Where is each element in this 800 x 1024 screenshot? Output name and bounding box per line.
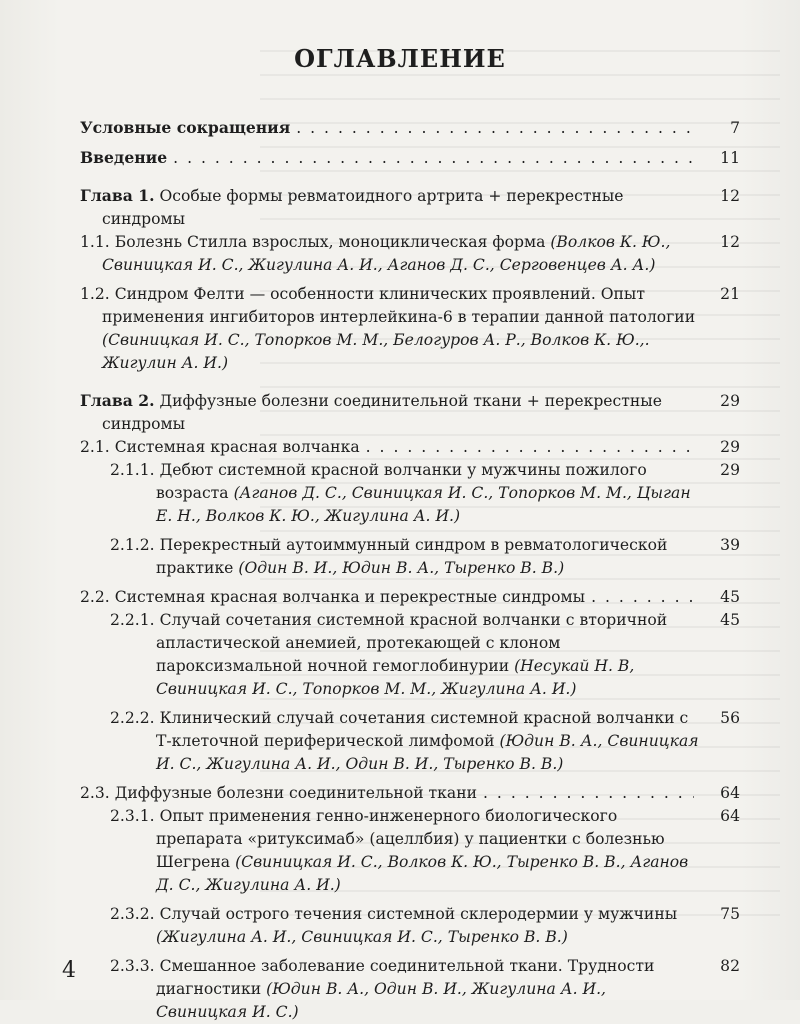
toc-entry: [80, 534, 740, 580]
toc-entry: [80, 283, 740, 375]
toc-entry: [80, 586, 740, 609]
toc-entry-title: Диффузные болезни соединительной ткани: [114, 784, 478, 802]
toc-page-number: 11: [720, 149, 740, 167]
toc-entry-title: Случай острого течения системной склеродермии у мужчины: [159, 905, 678, 923]
toc-entry: [80, 782, 740, 805]
toc-entry-title: Синдром Фелти — особенности клинических проявлений. Опыт применения ингибиторов интерлейкина-6 в терапии данной патологии: [102, 285, 696, 326]
toc-entry: [80, 459, 740, 528]
toc-entry: [80, 436, 740, 459]
toc-entry: [80, 146, 740, 170]
toc-entry-title: Системная красная волчанка: [114, 438, 360, 456]
toc-entry-number: 2.3.2.: [110, 905, 155, 923]
toc-entry-title: Диффузные болезни соединительной ткани + перекрестные синдромы: [102, 392, 662, 433]
toc-entry: [80, 903, 740, 949]
toc-page-number: 82: [720, 957, 740, 975]
toc-entry-authors: (Свиницкая И. С., Волков К. Ю., Тыренко В. В., Аганов Д. С., Жигулина А. И.): [156, 853, 689, 894]
chapter-label: Глава 1.: [80, 186, 155, 205]
toc-entry: [80, 116, 740, 140]
toc-page-number: 21: [720, 285, 740, 303]
toc-entry-number: 2.2.1.: [110, 611, 155, 629]
toc-entry: [80, 609, 740, 701]
toc-entry-authors: (Свиницкая И. С., Топорков М. М., Белогуров А. Р., Волков К. Ю.,. Жигулин А. И.): [102, 331, 650, 372]
toc-entry: [80, 707, 740, 776]
toc-entry: [80, 805, 740, 897]
toc-entry-title: Перекрестный аутоиммунный синдром в ревматологической практике: [156, 536, 668, 577]
toc-page-number: 12: [720, 233, 740, 251]
toc-page-number: 7: [730, 119, 740, 137]
toc-page-number: 64: [720, 807, 740, 825]
toc-entry-number: 2.2.: [80, 588, 110, 606]
chapter-label: Глава 2.: [80, 391, 155, 410]
toc-entry-authors: (Юдин В. А., Один В. И., Жигулина А. И., Свиницкая И. С.): [156, 980, 607, 1021]
toc-chapter: [80, 389, 740, 436]
toc-entry-number: 2.2.2.: [110, 709, 155, 727]
toc-page-number: 29: [720, 438, 740, 456]
leader-dots: [591, 586, 694, 609]
toc-entry-title: Условные сокращения: [80, 118, 291, 137]
toc-entry-authors: (Аганов Д. С., Свиницкая И. С., Топорков М. М., Цыган Е. Н., Волков К. Ю., Жигулина А. И.): [156, 484, 691, 525]
table-of-contents: [80, 116, 740, 1024]
toc-entry-title: Случай сочетания системной красной волчанки с вторичной апластической анемией, протекающей с клоном пароксизмальной ночной гемоглобинурии: [156, 611, 668, 675]
toc-entry-title: Болезнь Стилла взрослых, моноциклическая форма: [114, 233, 546, 251]
toc-page-number: 39: [720, 536, 740, 554]
toc-page-number: 75: [720, 905, 740, 923]
toc-entry-number: 2.3.1.: [110, 807, 155, 825]
toc-entry-authors: (Несукай Н. В, Свиницкая И. С., Топорков М. М., Жигулина А. И.): [156, 657, 635, 698]
leader-dots: [173, 147, 694, 170]
toc-entry: [80, 231, 740, 277]
toc-entry-number: 2.1.2.: [110, 536, 155, 554]
toc-entry-title: Клинический случай сочетания системной красной волчанки с Т-клеточной периферической лимфомой: [156, 709, 689, 750]
toc-entry-title: Дебют системной красной волчанки у мужчины пожилого возраста: [156, 461, 647, 502]
toc-entry-title: Смешанное заболевание соединительной ткани. Трудности диагностики: [156, 957, 655, 998]
toc-page-number: 64: [720, 784, 740, 802]
page-title: ОГЛАВЛЕНИЕ: [294, 44, 506, 73]
toc-entry-authors: (Жигулина А. И., Свиницкая И. С., Тыренко В. В.): [156, 928, 568, 946]
toc-entry-title: Опыт применения генно-инженерного биологического препарата «ритуксимаб» (ацеллбия) у пациентки с болезнью Шегрена: [156, 807, 665, 871]
toc-entry-number: 1.2.: [80, 285, 110, 303]
leader-dots: [483, 782, 694, 805]
toc-entry-number: 2.1.1.: [110, 461, 155, 479]
toc-chapter: [80, 184, 740, 231]
toc-page-number: 45: [720, 611, 740, 629]
toc-entry: [80, 955, 740, 1024]
toc-entry-number: 2.1.: [80, 438, 110, 456]
toc-entry-authors: (Один В. И., Юдин В. А., Тыренко В. В.): [238, 559, 565, 577]
toc-page-number: 12: [720, 187, 740, 205]
toc-entry-title: Введение: [80, 148, 168, 167]
toc-entry-number: 2.3.: [80, 784, 110, 802]
toc-entry-title: Системная красная волчанка и перекрестные синдромы: [114, 588, 586, 606]
leader-dots: [366, 436, 694, 459]
leader-dots: [296, 117, 694, 140]
toc-page-number: 56: [720, 709, 740, 727]
toc-page-number: 45: [720, 588, 740, 606]
toc-entry-number: 2.3.3.: [110, 957, 155, 975]
toc-entry-number: 1.1.: [80, 233, 110, 251]
page-number: 4: [62, 958, 76, 983]
toc-entry-title: Особые формы ревматоидного артрита + перекрестные синдромы: [102, 187, 624, 228]
toc-page-number: 29: [720, 461, 740, 479]
toc-entry-authors: (Юдин В. А., Свиницкая И. С., Жигулина А. И., Один В. И., Тыренко В. В.): [156, 732, 699, 773]
toc-entry-authors: (Волков К. Ю., Свиницкая И. С., Жигулина А. И., Аганов Д. С., Серговенцев А. А.): [102, 233, 671, 274]
toc-page-number: 29: [720, 392, 740, 410]
